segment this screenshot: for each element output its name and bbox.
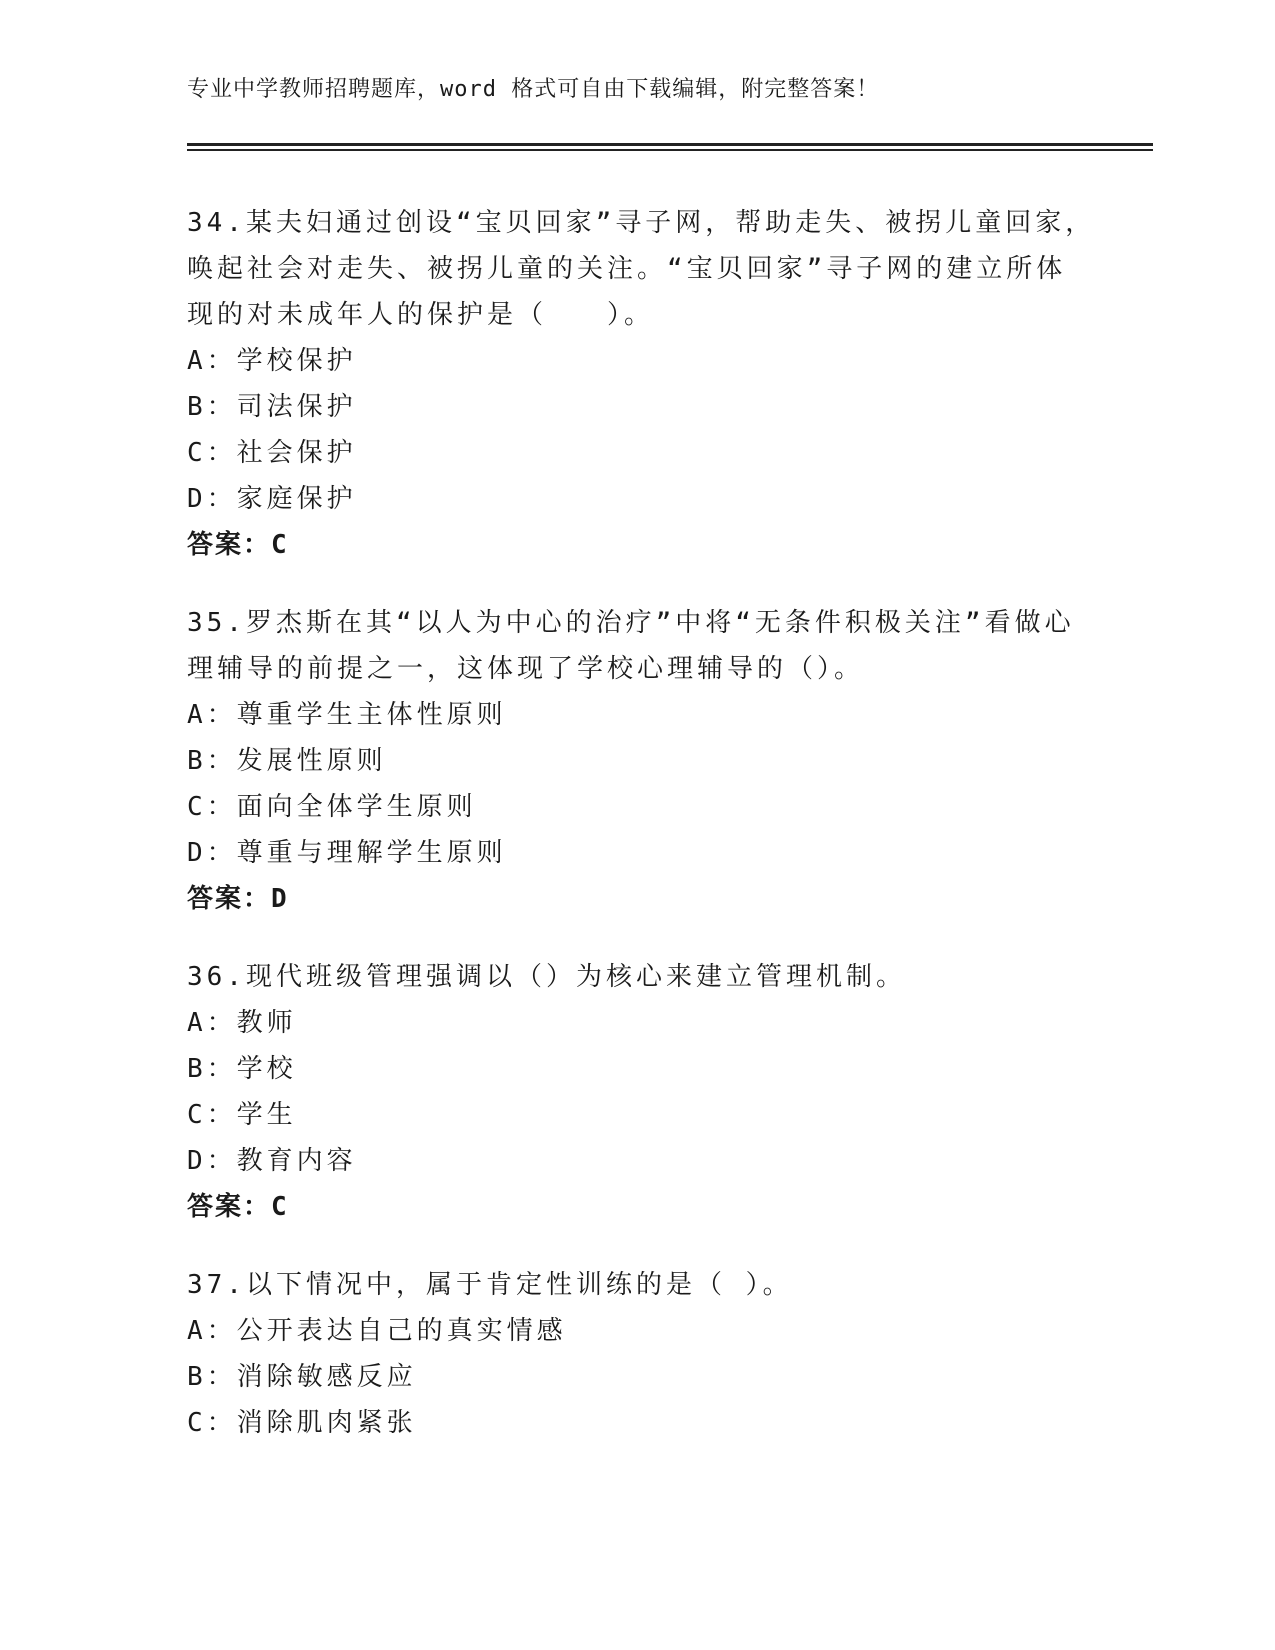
answer: 答案：C <box>187 1192 289 1222</box>
option-d: D：家庭保护 <box>187 484 357 514</box>
option-b: B：消除敏感反应 <box>187 1362 417 1392</box>
option-a: A：公开表达自己的真实情感 <box>187 1316 567 1346</box>
option-d: D：尊重与理解学生原则 <box>187 838 507 868</box>
option-d: D：教育内容 <box>187 1146 357 1176</box>
question-text: 34.某夫妇通过创设“宝贝回家”寻子网，帮助走失、被拐儿童回家， <box>187 208 1096 238</box>
question-text: 36.现代班级管理强调以（）为核心来建立管理机制。 <box>187 962 906 992</box>
question-text: 现的对未成年人的保护是（ ）。 <box>187 300 655 330</box>
option-b: B：司法保护 <box>187 392 357 422</box>
question-text: 35.罗杰斯在其“以人为中心的治疗”中将“无条件积极关注”看做心 <box>187 608 1075 638</box>
option-b: B：发展性原则 <box>187 746 387 776</box>
question-34 <box>187 200 1096 568</box>
question-text: 唤起社会对走失、被拐儿童的关注。“宝贝回家”寻子网的建立所体 <box>187 254 1067 284</box>
option-c: C：学生 <box>187 1100 297 1130</box>
option-a: A：教师 <box>187 1008 297 1038</box>
answer: 答案：C <box>187 530 289 560</box>
header-rule-thin <box>187 149 1153 151</box>
option-c: C：面向全体学生原则 <box>187 792 477 822</box>
header-rule-thick <box>187 143 1153 146</box>
question-37 <box>187 1262 1087 1446</box>
option-c: C：消除肌肉紧张 <box>187 1408 417 1438</box>
option-a: A：学校保护 <box>187 346 357 376</box>
answer: 答案：D <box>187 884 289 914</box>
question-list <box>187 200 1096 1478</box>
question-text: 37.以下情况中，属于肯定性训练的是（ ）。 <box>187 1270 793 1300</box>
option-b: B：学校 <box>187 1054 297 1084</box>
question-35 <box>187 600 1087 922</box>
question-text: 理辅导的前提之一，这体现了学校心理辅导的（）。 <box>187 654 865 684</box>
question-36 <box>187 954 1087 1230</box>
option-a: A：尊重学生主体性原则 <box>187 700 507 730</box>
page-header: 专业中学教师招聘题库，word 格式可自由下载编辑，附完整答案！ <box>187 77 880 102</box>
option-c: C：社会保护 <box>187 438 357 468</box>
